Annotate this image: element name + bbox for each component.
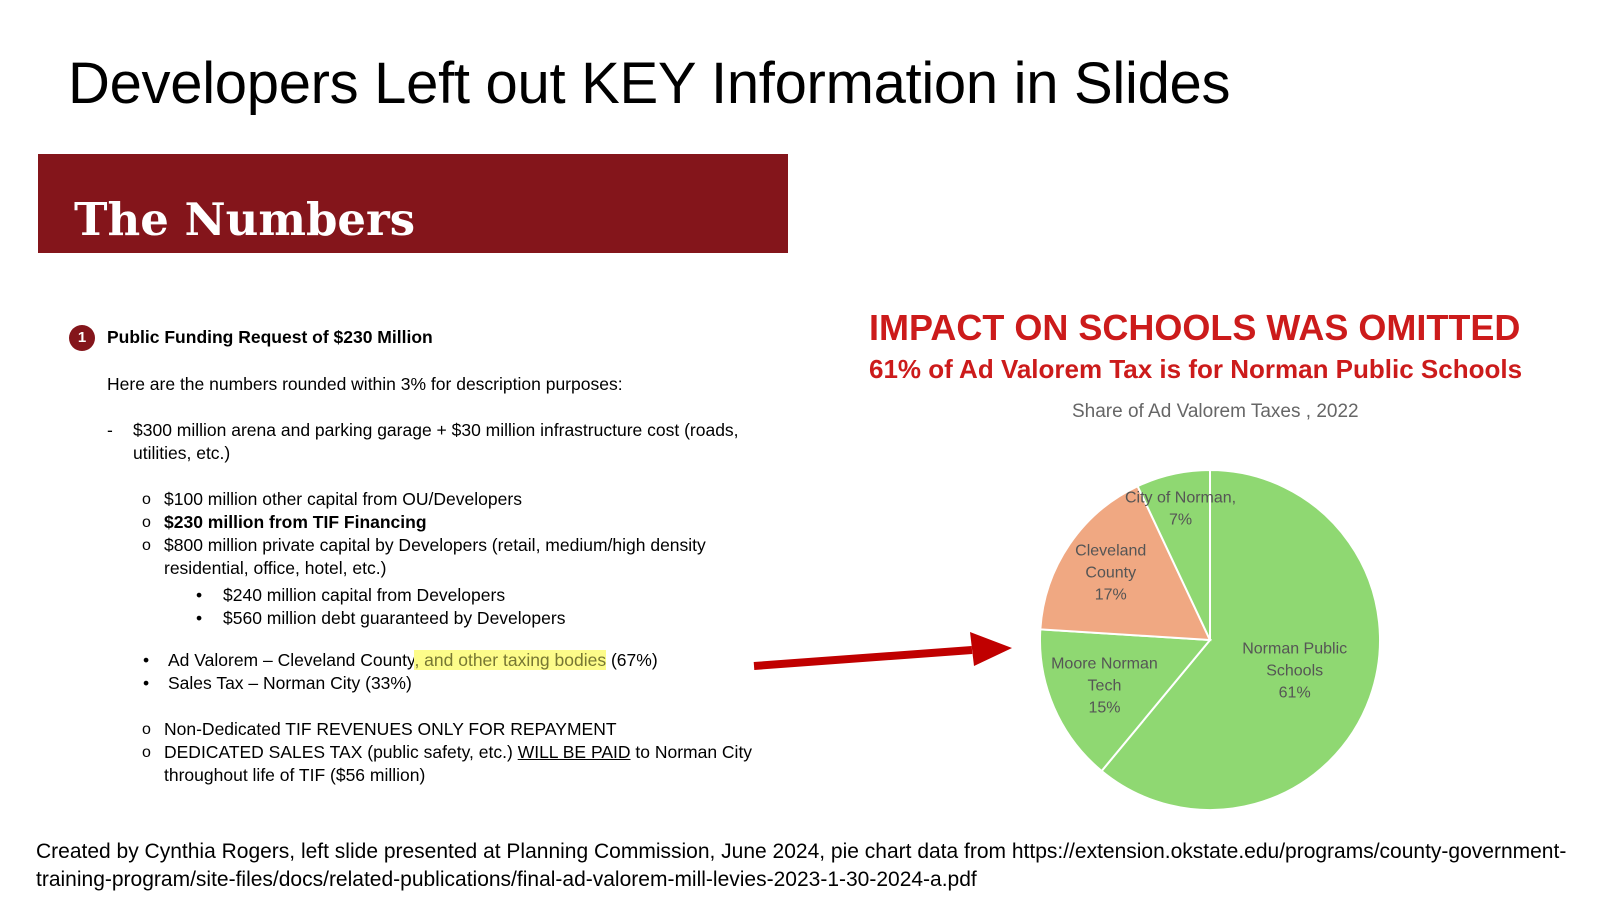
will-be-paid-underlined: WILL BE PAID: [517, 742, 631, 762]
dot-bullet: •: [196, 585, 203, 605]
pie-slice-label: Moore Norman Tech 15%: [1051, 655, 1158, 717]
circle-bullet: o: [142, 537, 151, 554]
arrow-head: [970, 632, 1012, 666]
sales-tax-item: Sales Tax – Norman City (33%): [168, 673, 412, 693]
impact-subheading: 61% of Ad Valorem Tax is for Norman Public Schools: [869, 354, 1523, 384]
circle-bullet: o: [142, 744, 151, 761]
dot-bullet: •: [143, 650, 150, 670]
arrow-shaft: [754, 650, 972, 666]
dedicated-text: DEDICATED SALES TAX (public safety, etc.): [164, 742, 518, 762]
chart-title: Share of Ad Valorem Taxes , 2022: [1072, 401, 1359, 422]
sub-item-private-capital-line1: $800 million private capital by Developers (retail, medium/high density: [164, 535, 706, 555]
non-dedicated-item: Non-Dedicated TIF REVENUES ONLY FOR REPAYMENT: [164, 719, 617, 739]
ad-valorem-item: [168, 649, 658, 673]
ad-valorem-percent: (67%): [606, 650, 658, 670]
dash-bullet: -: [107, 420, 113, 440]
pie-slice-label: Cleveland County 17%: [1075, 542, 1147, 604]
step-number-badge: 1: [69, 325, 95, 351]
banner-title: The Numbers: [74, 193, 416, 246]
pie-slice-label: City of Norman, 7%: [1124, 489, 1237, 529]
arena-item-line2: utilities, etc.): [133, 443, 231, 463]
circle-bullet: o: [142, 721, 151, 738]
dot-bullet: •: [143, 673, 150, 693]
dedicated-item-line2: throughout life of TIF ($56 million): [164, 765, 426, 785]
slide-banner: [38, 154, 788, 253]
circle-bullet: o: [142, 491, 151, 508]
impact-heading: IMPACT ON SCHOOLS WAS OMITTED: [869, 307, 1521, 348]
sub-item-private-capital-line2: residential, office, hotel, etc.): [164, 558, 387, 578]
page-title: Developers Left out KEY Information in Slides: [68, 51, 1231, 116]
sub-item-tif-financing: $230 million from TIF Financing: [164, 512, 427, 532]
funding-heading: Public Funding Request of $230 Million: [107, 327, 433, 347]
dot-bullet: •: [196, 608, 203, 628]
sub-item-other-capital: $100 million other capital from OU/Developers: [164, 489, 522, 509]
highlighted-taxing-bodies: , and other taxing bodies: [414, 650, 607, 670]
nested-item-debt-guaranteed: $560 million debt guaranteed by Developers: [223, 608, 566, 628]
pie-slice-label: Norman Public Schools 61%: [1242, 640, 1348, 702]
pie-chart: [1020, 450, 1400, 830]
red-arrow: [750, 620, 1020, 680]
circle-bullet: o: [142, 514, 151, 531]
nested-item-developer-capital: $240 million capital from Developers: [223, 585, 506, 605]
arena-item-line1: $300 million arena and parking garage + $30 million infrastructure cost (roads,: [133, 420, 739, 440]
dedicated-text-end: to Norman City: [630, 742, 753, 762]
source-note: Created by Cynthia Rogers, left slide presented at Planning Commission, June 2024, pie chart data from https://extension.okstate.edu/programs/county-government-training-program/site-files/docs/related-publications/final-ad-valorem-mill-levies-2023-1-30-2024-a.pdf: [36, 840, 1567, 891]
ad-valorem-text: Ad Valorem – Cleveland County: [168, 650, 415, 670]
dedicated-item-line1: [164, 741, 752, 765]
intro-text: Here are the numbers rounded within 3% for description purposes:: [107, 374, 623, 394]
